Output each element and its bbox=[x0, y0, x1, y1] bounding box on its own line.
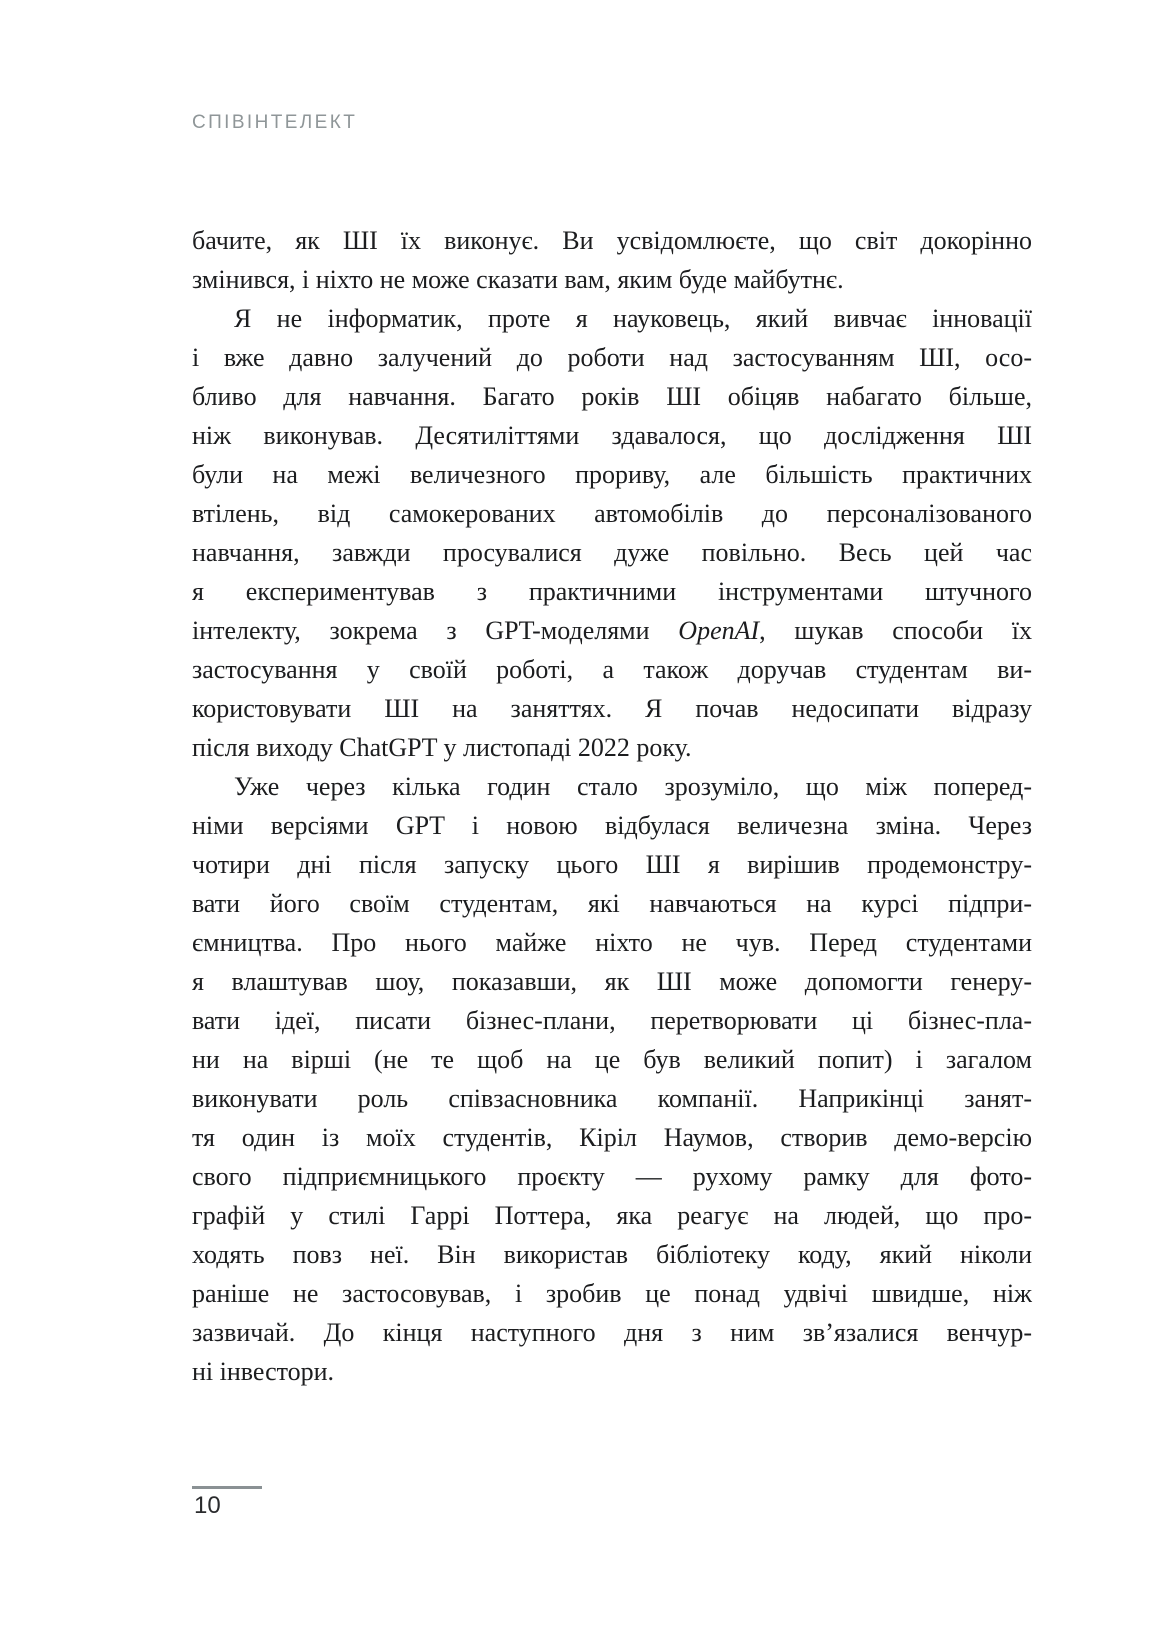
text-line bbox=[192, 767, 1032, 806]
text-line bbox=[192, 416, 1032, 455]
text-segment: втілень, від самокерованих автомобілів до персоналізованого bbox=[192, 499, 1032, 528]
text-line bbox=[192, 689, 1032, 728]
text-line bbox=[192, 884, 1032, 923]
text-line bbox=[192, 1040, 1032, 1079]
text-line bbox=[192, 650, 1032, 689]
text-segment: графій у стилі Гаррі Поттера, яка реагує на людей, що про- bbox=[192, 1201, 1032, 1230]
text-line bbox=[192, 572, 1032, 611]
text-segment: Я не інформатик, проте я науковець, який вивчає інновації bbox=[234, 304, 1032, 333]
text-line bbox=[192, 962, 1032, 1001]
text-segment: ніж виконував. Десятиліттями здавалося, що дослідження ШІ bbox=[192, 421, 1032, 450]
text-line bbox=[192, 1196, 1032, 1235]
text-line bbox=[192, 1352, 1032, 1391]
text-segment: тя один із моїх студентів, Кіріл Наумов, створив демо-версію bbox=[192, 1123, 1032, 1152]
text-line bbox=[192, 1274, 1032, 1313]
text-line bbox=[192, 1313, 1032, 1352]
text-segment: після виходу ChatGPT у листопаді 2022 року. bbox=[192, 733, 692, 762]
running-header: СПІВІНТЕЛЕКТ bbox=[192, 112, 358, 133]
text-segment: раніше не застосовував, і зробив це понад удвічі швидше, ніж bbox=[192, 1279, 1032, 1308]
text-segment: вати його своїм студентам, які навчаються на курсі підпри- bbox=[192, 889, 1032, 918]
text-segment: змінився, і ніхто не може сказати вам, яким буде майбутнє. bbox=[192, 265, 844, 294]
text-segment: інтелекту, зокрема з GPT-моделями bbox=[192, 616, 679, 645]
text-line bbox=[192, 1001, 1032, 1040]
text-line bbox=[192, 221, 1032, 260]
page-number: 10 bbox=[194, 1492, 221, 1519]
text-segment: навчання, завжди просувалися дуже повільно. Весь цей час bbox=[192, 538, 1032, 567]
text-line bbox=[192, 923, 1032, 962]
text-segment: ємництва. Про нього майже ніхто не чув. Перед студентами bbox=[192, 928, 1032, 957]
text-segment: були на межі величезного прориву, але більшість практичних bbox=[192, 460, 1032, 489]
text-line bbox=[192, 377, 1032, 416]
italic-text-segment: OpenAI bbox=[678, 616, 760, 645]
text-segment: бливо для навчання. Багато років ШІ обіцяв набагато більше, bbox=[192, 382, 1032, 411]
text-segment: бачите, як ШІ їх виконує. Ви усвідомлюєте, що світ докорінно bbox=[192, 226, 1032, 255]
text-line bbox=[192, 728, 1032, 767]
text-segment: чотири дні після запуску цього ШІ я вирішив продемонстру- bbox=[192, 850, 1032, 879]
text-segment: ні інвестори. bbox=[192, 1357, 335, 1386]
text-segment: , шукав способи їх bbox=[759, 616, 1032, 645]
text-segment: я експериментував з практичними інструментами штучного bbox=[192, 577, 1032, 606]
text-segment: Уже через кілька годин стало зрозуміло, що між поперед- bbox=[234, 772, 1032, 801]
text-segment: і вже давно залучений до роботи над застосуванням ШІ, осо- bbox=[192, 343, 1032, 372]
footer-rule bbox=[192, 1486, 262, 1489]
text-segment: користовувати ШІ на заняттях. Я почав недосипати відразу bbox=[192, 694, 1032, 723]
text-line bbox=[192, 299, 1032, 338]
text-line bbox=[192, 494, 1032, 533]
text-segment: виконувати роль співзасновника компанії. Наприкінці занят- bbox=[192, 1084, 1032, 1113]
text-segment: застосування у своїй роботі, а також доручав студентам ви- bbox=[192, 655, 1032, 684]
text-line bbox=[192, 1118, 1032, 1157]
text-line bbox=[192, 455, 1032, 494]
text-line bbox=[192, 1079, 1032, 1118]
text-line bbox=[192, 845, 1032, 884]
text-segment: вати ідеї, писати бізнес-плани, перетворювати ці бізнес-пла- bbox=[192, 1006, 1032, 1035]
text-line bbox=[192, 338, 1032, 377]
text-segment: німи версіями GPT і новою відбулася величезна зміна. Через bbox=[192, 811, 1032, 840]
text-line bbox=[192, 1157, 1032, 1196]
text-segment: зазвичай. До кінця наступного дня з ним зв’язалися венчур- bbox=[192, 1318, 1032, 1347]
text-segment: я влаштував шоу, показавши, як ШІ може допомогти генеру- bbox=[192, 967, 1032, 996]
text-segment: ходять повз неї. Він використав бібліотеку коду, який ніколи bbox=[192, 1240, 1032, 1269]
text-segment: ни на вірші (не те щоб на це був великий попит) і загалом bbox=[192, 1045, 1032, 1074]
text-line bbox=[192, 806, 1032, 845]
text-line bbox=[192, 260, 1032, 299]
text-line bbox=[192, 1235, 1032, 1274]
text-line bbox=[192, 533, 1032, 572]
text-block bbox=[192, 221, 1032, 1391]
text-segment: свого підприємницького проєкту — рухому рамку для фото- bbox=[192, 1162, 1032, 1191]
text-line bbox=[192, 611, 1032, 650]
